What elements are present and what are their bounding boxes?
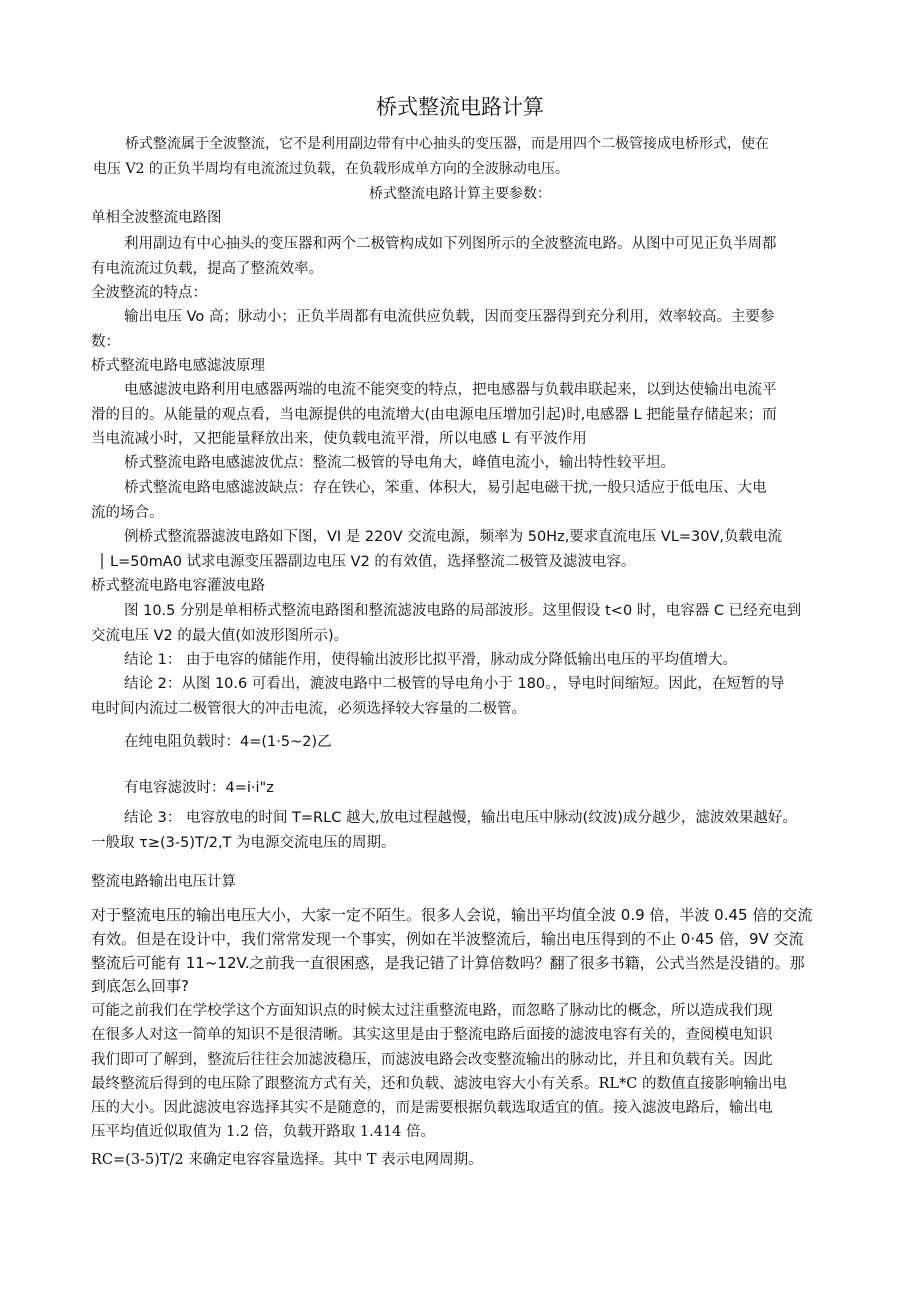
params-heading: 桥式整流电路计算主要参数：	[369, 186, 551, 202]
paragraph-line: 交流电压 V2 的最大值(如波形图所示)。	[91, 628, 349, 644]
serif-paragraph-line: 我们即可了解到，整流后往往会加滤波稳压，而滤波电路会改变整流输出的脉动比，并且和负载有关。因此	[91, 1052, 773, 1068]
conclusion-1: 结论 1： 由于电容的储能作用，使得输出波形比拟平滑，脉动成分降低输出电压的平均值增大。	[124, 652, 737, 668]
paragraph-line: 有效。但是在设计中，我们常常发现一个事实，例如在半波整流后，输出电压得到的不止 0·45 倍，9V 交流	[91, 930, 804, 948]
paragraph-line: 有电流流过负载，提高了整流效率。	[91, 261, 323, 277]
section-heading-inductor-filter: 桥式整流电路电感滤波原理	[91, 358, 265, 374]
paragraph-line: 电感滤波电路利用电感器两端的电流不能突变的特点，把电感器与负载串联起来，以到达使输出电流平	[124, 382, 777, 398]
paragraph-line: 整流后可能有 11~12V.之前我一直很困惑，是我记错了计算倍数吗？翻了很多书籍，公式当然是没错的。那	[91, 954, 805, 972]
section-heading-capacitor-filter: 桥式整流电路电容灌波电路	[91, 578, 265, 594]
conclusion-2-line: 结论 2：从图 10.6 可看出，漉波电路中二极管的导电角小于 180。，导电时间缩短。因此，在短暂的导	[124, 676, 785, 692]
formula-resistive-load: 在纯电阻负载时：4=(1·5~2)乙	[124, 734, 332, 750]
paragraph-line: 滑的目的。从能量的观点看，当电源提供的电流增大(由电源电压增加引起)时,电感器 L 把能量存储起来；而	[91, 407, 777, 423]
serif-paragraph-line: 压的大小。因此滤波电容选择其实不是随意的，而是需要根据负载选取适宜的值。接入滤波电路后，输出电	[91, 1100, 773, 1116]
conclusion-3-line: 一般取 τ≥(3-5)T/2,T 为电源交流电压的周期。	[91, 835, 396, 851]
paragraph-line: 对于整流电压的输出电压大小，大家一定不陌生。很多人会说，输出平均值全波 0.9 倍，半波 0.45 倍的交流	[91, 906, 813, 924]
paragraph-line: 数：	[91, 334, 120, 350]
page-title: 桥式整流电路计算	[376, 95, 544, 119]
paragraph-line: 图 10.5 分别是单相桥式整流电路图和整流滤波电路的局部波形。这里假设 t<0 时，电容器 C 已经充电到	[124, 603, 802, 619]
paragraph-line: 到底怎么回事?	[91, 977, 189, 995]
disadvantage-line: 流的场合。	[91, 505, 164, 521]
intro-line-1: 桥式整流属于全波整流，它不是利用副边带有中心抽头的变压器，而是用四个二极管接成电桥形式，使在	[125, 136, 769, 152]
conclusion-3-line: 结论 3： 电容放电的时间 T=RLC 越大,放电过程越慢，输出电压中脉动(纹波)成分越少，滤波效果越好。	[124, 810, 797, 826]
intro-line-2: 电压 V2 的正负半周均有电流流过负载，在负载形成单方向的全波脉动电压。	[93, 161, 569, 177]
paragraph-line: 当电流减小时，又把能量释放出来，使负载电流平滑，所以电感 L 有平波作用	[91, 431, 587, 447]
margin-bar	[101, 553, 103, 569]
serif-paragraph-line: 最终整流后得到的电压除了跟整流方式有关，还和负载、滤波电容大小有关系。RL*C 的数值直接影响输出电	[91, 1076, 787, 1092]
section-heading-full-wave: 单相全波整流电路图	[91, 210, 222, 226]
section-heading-features: 全波整流的特点：	[91, 285, 207, 301]
example-line: 例桥式整流器滤波电路如下图，VI 是 220V 交流电源，频率为 50Hz,要求直流电压 VL=30V,负载电流	[124, 529, 783, 545]
conclusion-2-line: 电时间内流过二极管很大的冲击电流，必须选择较大容量的二极管。	[91, 701, 526, 717]
paragraph-line: 输出电压 Vo 高；脉动小；正负半周都有电流供应负载，因而变压器得到充分利用，效率较高。主要参	[124, 309, 775, 325]
serif-paragraph-line: 可能之前我们在学校学这个方面知识点的时候太过注重整流电路，而忽略了脉动比的概念，所以造成我们现	[91, 1003, 773, 1019]
formula-capacitor-filter: 有电容滤波时：4=i·i"z	[124, 780, 274, 796]
serif-paragraph-line: 在很多人对这一简单的知识不是很清晰。其实这里是由于整流电路后面接的滤波电容有关的，查阅模电知识	[91, 1027, 773, 1043]
section-heading-output-voltage: 整流电路输出电压计算	[91, 874, 236, 890]
serif-paragraph-line: RC=(3-5)T/2 来确定电容容量选择。其中 T 表示电网周期。	[91, 1152, 483, 1168]
disadvantage-line: 桥式整流电路电感滤波缺点：存在铁心，笨重、体积大，易引起电磁干扰,一般只适应于低电压、大电	[124, 480, 767, 496]
example-line: L=50mA0 试求电源变压器副边电压 V2 的有效值，选择整流二极管及滤波电容。	[110, 554, 636, 570]
advantage-line: 桥式整流电路电感滤波优点：整流二极管的导电角大，峰值电流小，输出特性较平坦。	[124, 455, 675, 471]
serif-paragraph-line: 压平均值近似取值为 1.2 倍，负载开路取 1.414 倍。	[91, 1124, 436, 1140]
paragraph-line: 利用副边有中心抽头的变压器和两个二极管构成如下列图所示的全波整流电路。从图中可见正负半周都	[124, 236, 777, 252]
